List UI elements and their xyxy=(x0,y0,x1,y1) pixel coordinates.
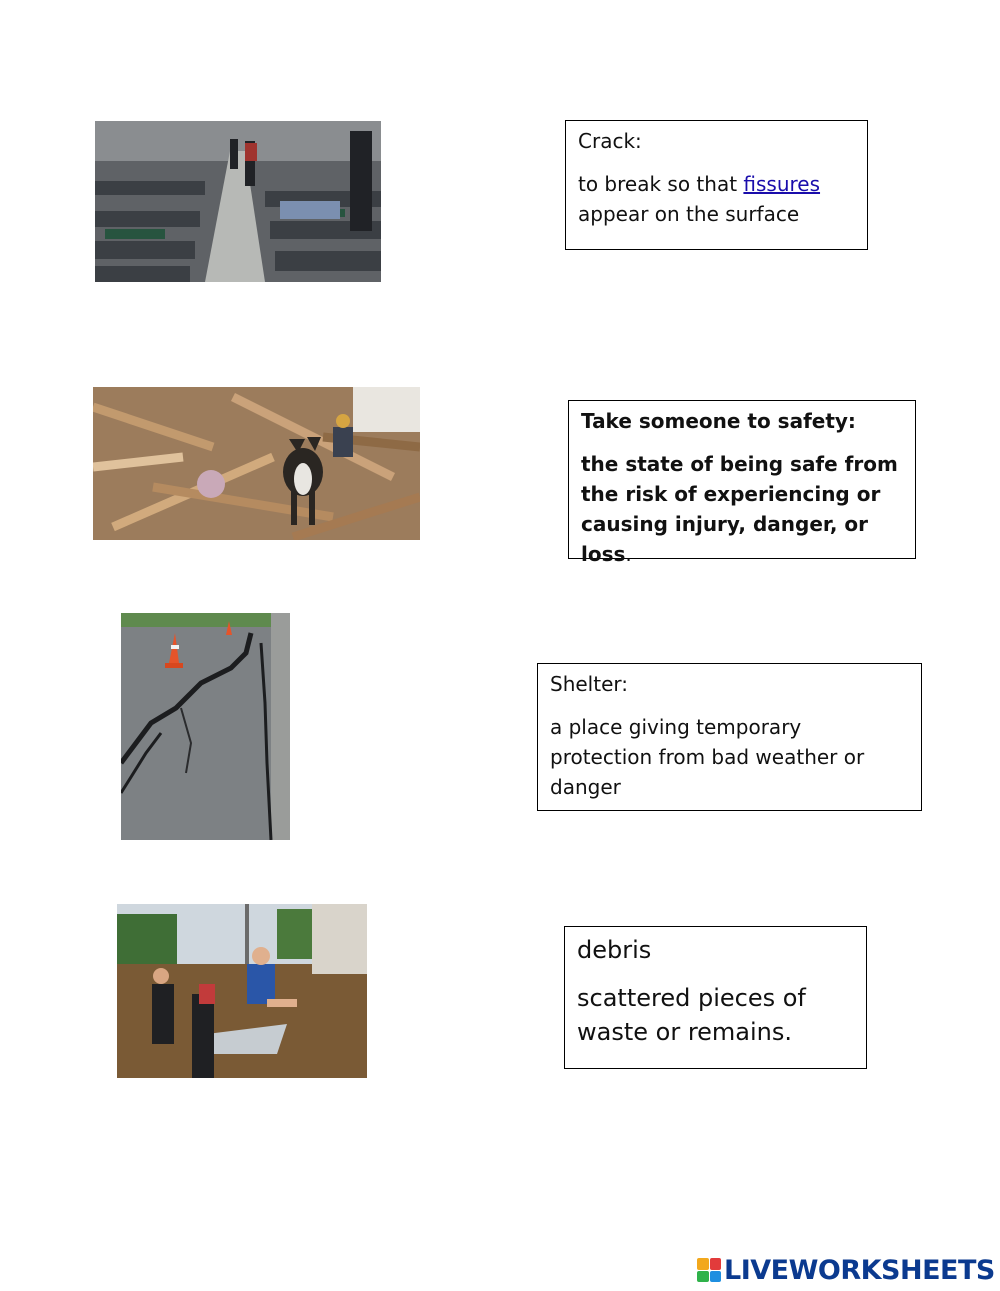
definition-card-crack xyxy=(565,120,868,250)
definition-card-shelter xyxy=(537,663,922,811)
card-definition: the state of being safe from the risk of experiencing or causing injury, danger, or loss. xyxy=(581,452,898,566)
liveworksheets-wordmark: LIVEWORKSHEETS xyxy=(724,1254,995,1286)
liveworksheets-logo xyxy=(697,1254,995,1286)
liveworksheets-logo-icon xyxy=(697,1258,721,1282)
card-term: Shelter: xyxy=(550,672,628,696)
cracked-road-photo xyxy=(121,613,290,840)
definition-card-safety xyxy=(568,400,916,566)
debris-rescue-dog-photo xyxy=(93,387,420,540)
flood-rescue-boat-photo xyxy=(117,904,367,1078)
shelter-photo xyxy=(95,121,381,282)
card-definition: to break so that fissures appear on the surface xyxy=(578,172,821,226)
card-definition: a place giving temporary protection from bad weather or danger xyxy=(550,715,865,799)
card-term: Crack: xyxy=(578,129,642,153)
fissures-link[interactable]: fissures xyxy=(743,172,821,196)
card-term: debris xyxy=(577,936,652,964)
definition-card-debris xyxy=(564,926,867,1069)
card-definition: scattered pieces of waste or remains. xyxy=(577,984,806,1046)
card-term: Take someone to safety: xyxy=(581,409,856,433)
